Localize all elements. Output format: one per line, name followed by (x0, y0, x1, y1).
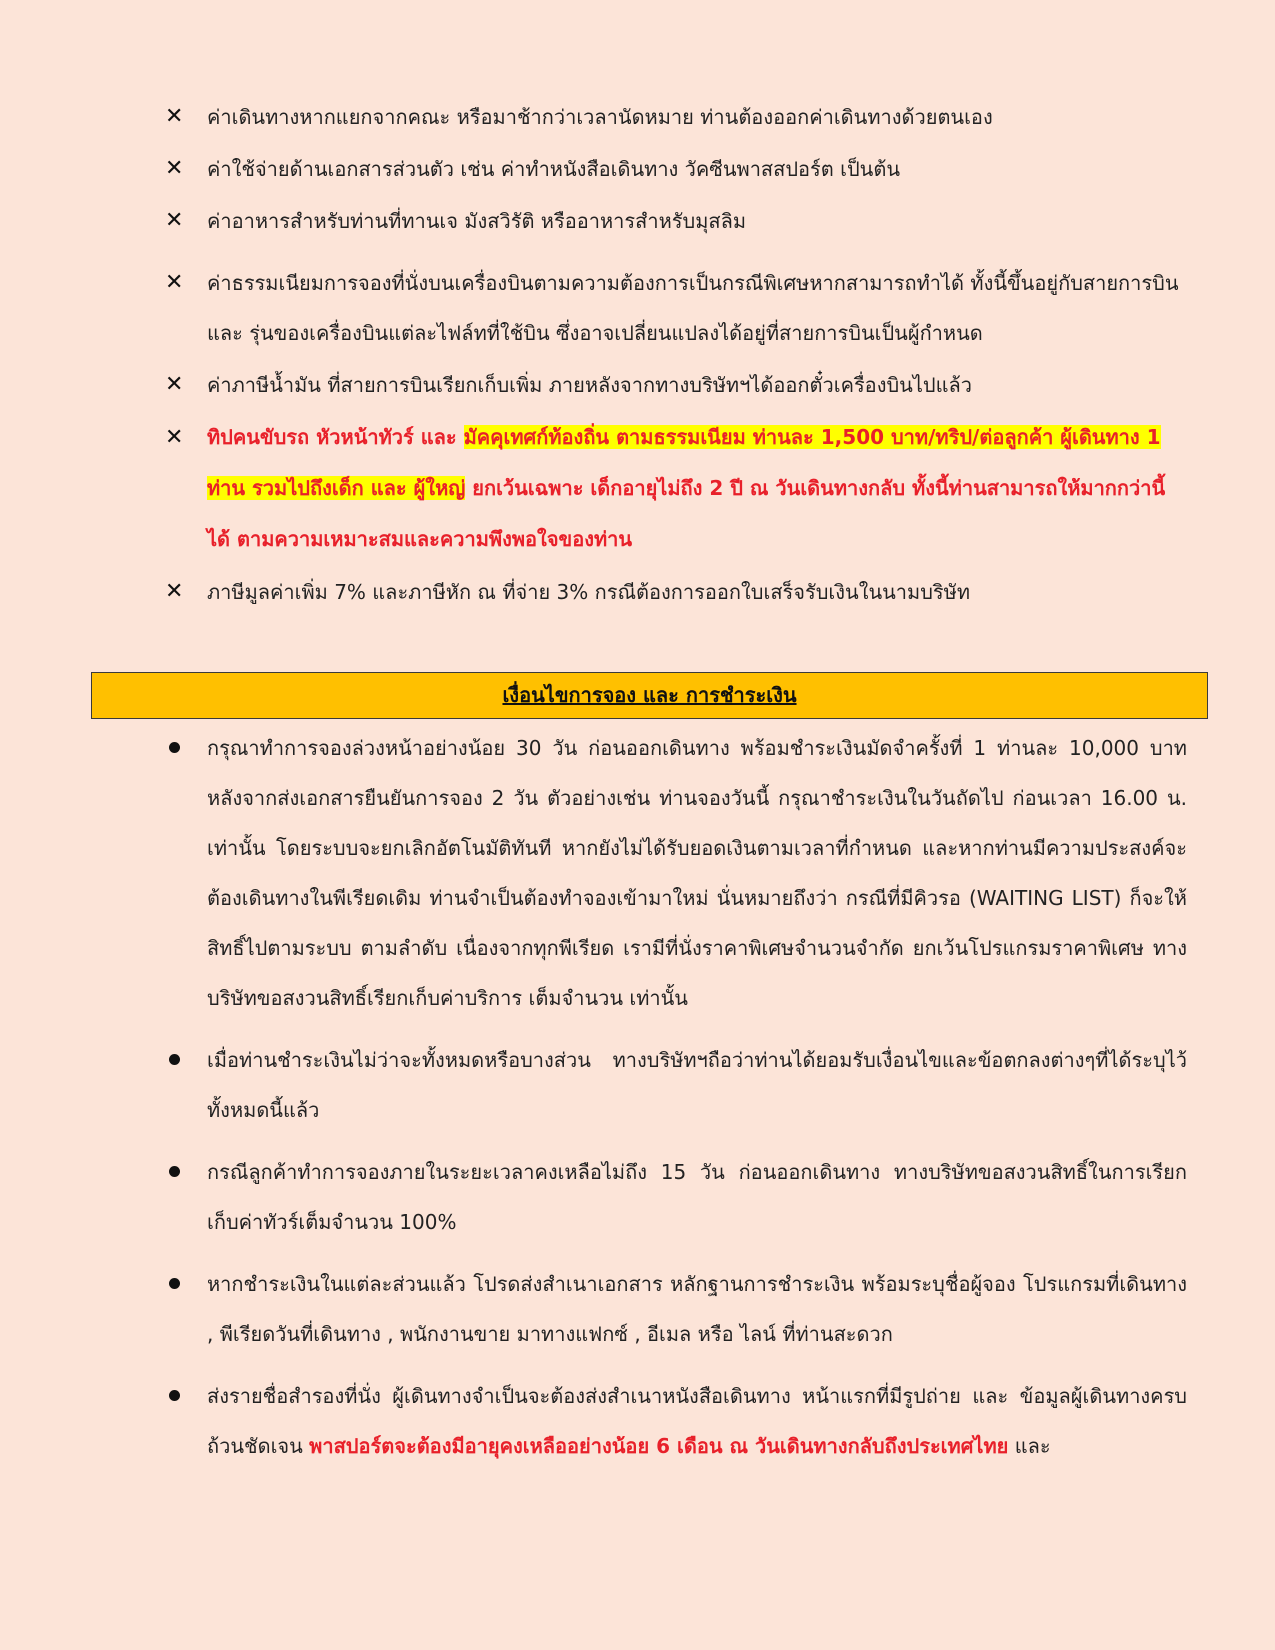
exclusion-text: ค่าธรรมเนียมการจองที่นั่งบนเครื่องบินตามความต้องการเป็นกรณีพิเศษหากสามารถทำได้ ทั้งนี้ขึ้นอยู่กับสายการบิน และ รุ่นของเครื่องบินแต่ละไฟล์ทที่ใช้บิน ซึ่งอาจเปลี่ยนแปลงได้อยู่ที่สายการบินเป็นผู้กำหนด (207, 271, 1179, 345)
list-item (165, 1371, 1187, 1471)
exclusion-text: ค่าอาหารสำหรับท่านที่ทานเจ มังสวิรัติ หรืออาหารสำหรับมุสลิม (207, 209, 747, 233)
condition-text: กรณีลูกค้าทำการจองภายในระยะเวลาคงเหลือไม่ถึง 15 วัน ก่อนออกเดินทาง ทางบริษัทขอสงวนสิทธิ์ในการเรียกเก็บค่าทัวร์เต็มจำนวน 100% (207, 1160, 1187, 1234)
tip-text-start: ทิปคนขับรถ หัวหน้าทัวร์ และ (207, 425, 464, 449)
list-item (165, 92, 1187, 142)
exclusion-text: ภาษีมูลค่าเพิ่ม 7% และภาษีหัก ณ ที่จ่าย 3% กรณีต้องการออกใบเสร็จรับเงินในนามบริษัท (207, 580, 971, 604)
bullet-icon (169, 742, 180, 753)
exclusion-text: ค่าเดินทางหากแยกจากคณะ หรือมาช้ากว่าเวลานัดหมาย ท่านต้องออกค่าเดินทางด้วยตนเอง (207, 105, 993, 129)
list-item (165, 196, 1187, 246)
tip-text-end: ยกเว้นเฉพาะ เด็กอายุไม่ถึง 2 ปี ณ วันเดินทางกลับ ทั้งนี้ท่านสามารถให้มากกว่านี้ได้ ตามความเหมาะสมและความพึงพอใจของท่าน (207, 476, 1166, 551)
condition-text: หากชำระเงินในแต่ละส่วนแล้ว โปรดส่งสำเนาเอกสาร หลักฐานการชำระเงิน พร้อมระบุชื่อผู้จอง โปรแกรมที่เดินทาง , พีเรียดวันที่เดินทาง , พนักงานขาย มาทางแฟกซ์ , อีเมล หรือ ไลน์ ที่ท่านสะดวก (207, 1272, 1187, 1346)
list-item (165, 567, 1187, 617)
cross-icon: ✕ (165, 372, 184, 397)
list-item (165, 1035, 1187, 1135)
bullet-icon (169, 1278, 180, 1289)
cross-icon: ✕ (165, 208, 184, 233)
cross-icon: ✕ (165, 425, 184, 450)
list-item (165, 1259, 1187, 1359)
condition-text: เมื่อท่านชำระเงินไม่ว่าจะทั้งหมดหรือบางส่วน ทางบริษัทฯถือว่าท่านได้ยอมรับเงื่อนไขและข้อตกลงต่างๆที่ได้ระบุไว้ทั้งหมดนี้แล้ว (207, 1048, 1187, 1122)
bullet-icon (169, 1390, 180, 1401)
tip-text-highlight: มัคคุเทศก์ท้องถิ่น ตามธรรมเนียม ท่านละ 1,500 บาท/ทริป/ต่อลูกค้า ผู้เดินทาง 1 ท่าน รวมไปถึงเด็ก และ ผู้ใหญ่ (207, 425, 1161, 500)
cross-icon: ✕ (165, 579, 184, 604)
list-item (165, 144, 1187, 194)
list-item (165, 258, 1187, 358)
list-item (165, 1147, 1187, 1247)
condition-text-end: และ (1008, 1434, 1051, 1458)
bullet-icon (169, 1166, 180, 1177)
list-item (165, 723, 1187, 1023)
exclusions-list (165, 92, 1187, 619)
list-item (165, 360, 1187, 410)
section-title: เงื่อนไขการจอง และ การชำระเงิน (91, 672, 1208, 719)
list-item (165, 412, 1187, 565)
cross-icon: ✕ (165, 104, 184, 129)
cross-icon: ✕ (165, 270, 184, 295)
cross-icon: ✕ (165, 156, 184, 181)
bullet-icon (169, 1054, 180, 1065)
exclusion-text: ค่าภาษีน้ำมัน ที่สายการบินเรียกเก็บเพิ่ม ภายหลังจากทางบริษัทฯได้ออกตั๋วเครื่องบินไปแล้ว (207, 373, 972, 397)
exclusion-text: ค่าใช้จ่ายด้านเอกสารส่วนตัว เช่น ค่าทำหนังสือเดินทาง วัคซีนพาสสปอร์ต เป็นต้น (207, 157, 901, 181)
condition-text: ส่งรายชื่อสำรองที่นั่ง ผู้เดินทางจำเป็นจะต้องส่งสำเนาหนังสือเดินทาง หน้าแรกที่มีรูปถ่าย และ ข้อมูลผู้เดินทางครบถ้วนชัดเจน (207, 1384, 1187, 1458)
passport-warning: พาสปอร์ตจะต้องมีอายุคงเหลืออย่างน้อย 6 เดือน ณ วันเดินทางกลับถึงประเทศไทย (309, 1434, 1009, 1458)
condition-text: กรุณาทำการจองล่วงหน้าอย่างน้อย 30 วัน ก่อนออกเดินทาง พร้อมชำระเงินมัดจำครั้งที่ 1 ท่านละ 10,000 บาท หลังจากส่งเอกสารยืนยันการจอง 2 วัน ตัวอย่างเช่น ท่านจองวันนี้ กรุณาชำระเงินในวันถัดไป ก่อนเวลา 16.00 น. เท่านั้น โดยระบบจะยกเลิกอัตโนมัติทันที หากยังไม่ได้รับยอดเงินตามเวลาที่กำหนด และหากท่านมีความประสงค์จะต้องเดินทางในพีเรียดเดิม ท่านจำเป็นต้องทำจองเข้ามาใหม่ นั่นหมายถึงว่า กรณีที่มีคิวรอ (WAITING LIST) ก็จะให้สิทธิ์ไปตามระบบ ตามลำดับ เนื่องจากทุกพีเรียด เรามีที่นั่งราคาพิเศษจำนวนจำกัด ยกเว้นโปรแกรมราคาพิเศษ ทางบริษัทขอสงวนสิทธิ์เรียกเก็บค่าบริการ เต็มจำนวน เท่านั้น (207, 736, 1187, 1010)
conditions-list (165, 723, 1187, 1483)
